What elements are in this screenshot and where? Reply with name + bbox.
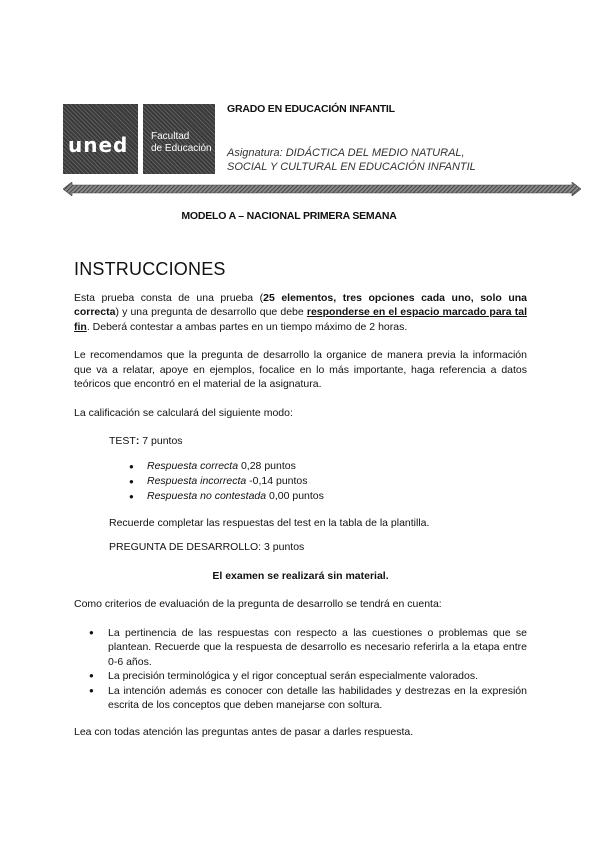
score-list — [74, 459, 527, 504]
score-label: Respuesta correcta — [147, 459, 239, 472]
recommendation-paragraph: Le recomendamos que la pregunta de desarrollo la organice de manera previa la información que va a relatar, apoye en ejemplos, focalice en lo más importante, haga referencia a datos teóricos que encontró en el material de la asignatura. — [74, 349, 527, 390]
instructions-section — [74, 259, 527, 739]
faculty-logo-line1: Facultad — [151, 131, 190, 142]
criteria-item: ● La precisión terminológica y el rigor conceptual serán especialmente valorados. — [89, 669, 527, 684]
score-item — [129, 489, 527, 504]
p1-text-e: . Deberá contestar a ambas partes en un tiempo máximo de 2 horas. — [86, 320, 408, 333]
test-label: TEST — [109, 435, 136, 447]
score-value: -0,14 puntos — [246, 474, 308, 487]
p1-text-a: Esta prueba consta de una prueba ( — [74, 291, 264, 304]
faculty-logo-text — [151, 131, 212, 155]
subject-title — [227, 146, 547, 174]
criteria-list — [74, 626, 527, 713]
header-divider-arrow — [63, 182, 581, 196]
score-item — [129, 474, 527, 489]
faculty-logo — [143, 104, 215, 174]
criteria-item: ● La pertinencia de las respuestas con respecto a las cuestiones o problemas que se plantean. Recuerde que la respuesta de desarrollo es necesario referirla a la etapa entre 0-6 años. — [89, 626, 527, 670]
uned-logo — [63, 104, 138, 174]
no-material-notice: El examen se realizará sin material. — [212, 569, 389, 582]
closing-note: Lea con todas atención las preguntas antes de pasar a darles respuesta. — [74, 725, 414, 738]
test-colon: : — [135, 435, 140, 447]
instructions-heading: INSTRUCCIONES — [74, 259, 226, 279]
subject-line-1: Asignatura: DIDÁCTICA DEL MEDIO NATURAL, — [227, 147, 465, 159]
p1-text-c: ) y una pregunta de desarrollo que debe — [115, 306, 307, 318]
uned-logo-text: uned — [68, 133, 129, 157]
score-value: 0,28 puntos — [238, 459, 296, 472]
score-value: 0,00 puntos — [266, 489, 324, 502]
score-item — [129, 459, 527, 474]
double-arrow-icon — [63, 182, 581, 196]
test-points-line — [74, 434, 527, 449]
exam-model-title: MODELO A – NACIONAL PRIMERA SEMANA — [181, 210, 397, 222]
p1-underlined-answer-space: responderse en el espacio marcado para tal fin — [74, 306, 527, 333]
faculty-logo-line2: de Educación — [151, 143, 212, 154]
score-label: Respuesta incorrecta — [147, 474, 247, 487]
grading-intro: La calificación se calculará del siguiente modo: — [74, 406, 293, 419]
criteria-item: ● La intención además es conocer con detalle las habilidades y destrezas en la expresión escrita de los conceptos que deben manejarse con soltura. — [89, 684, 527, 713]
test-points: 7 puntos — [139, 435, 183, 447]
score-label: Respuesta no contestada — [147, 489, 267, 502]
essay-points-line: PREGUNTA DE DESARROLLO: 3 puntos — [109, 541, 305, 553]
subject-line-2: SOCIAL Y CULTURAL EN EDUCACIÓN INFANTIL — [227, 161, 476, 173]
criteria-intro: Como criterios de evaluación de la pregunta de desarrollo se tendrá en cuenta: — [74, 598, 442, 610]
template-reminder: Recuerde completar las respuestas del test en la tabla de la plantilla. — [109, 516, 430, 529]
exam-structure-paragraph — [74, 291, 527, 335]
p1-bold-test-info: 25 elementos, tres opciones cada uno, solo una correcta — [74, 291, 527, 318]
degree-title: GRADO EN EDUCACIÓN INFANTIL — [227, 103, 395, 115]
